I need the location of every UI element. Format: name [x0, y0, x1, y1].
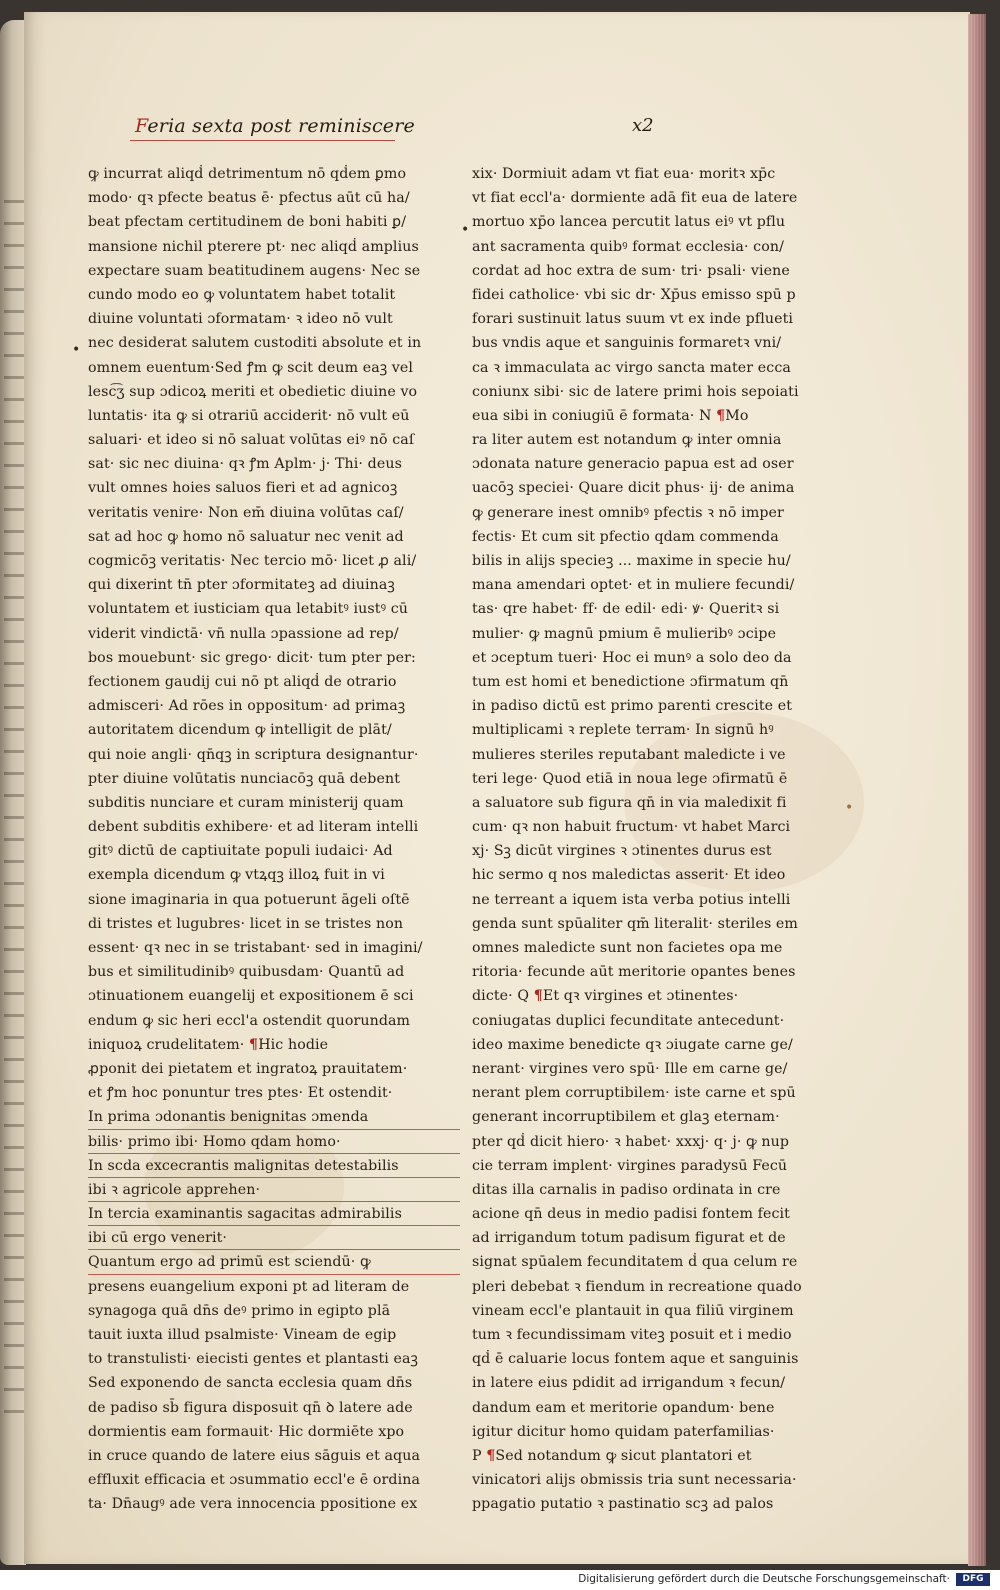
text-line: cordat ad hoc extra de sum· tri· psali· viene — [472, 262, 790, 279]
text-line: endum ꝙ sic heri eccl'a ostendit quorundam — [88, 1012, 411, 1029]
text-line: ad irrigandum totum padisum figurat et de — [472, 1230, 786, 1247]
text-line: ɔtinuationem euangelij et expositionem ē sci — [88, 988, 414, 1005]
text-line: saluari· et ideo si nō saluat volūtas eiꝰ nō caſ — [88, 432, 415, 449]
text-line: hic sermo q nos maledictas asserit· Et ideo — [472, 867, 786, 884]
text-line: pter qḋ dicit hiero· ꝛ habet· xxxj· q· j· ꝙ nup — [472, 1133, 790, 1150]
text-line: omnem euentum·Sed ꝭm ꝙ scit deum eaꝫ vel — [88, 359, 414, 376]
text-line: tum ꝛ fecundissimam viteꝫ posuit et i medio — [472, 1327, 792, 1343]
text-line: In prima ɔdonantis benignitas ɔmenda — [88, 1105, 460, 1129]
text-line: ꝙ incurrat aliqḋ detrimentum nō qḋem ꝑmo — [88, 166, 407, 182]
text-line: xix· Dormiuit adam vt fiat eua· moritꝛ xp̄c — [472, 166, 776, 182]
text-line: cum· qꝛ non habuit fructum· vt habet Marci — [472, 819, 791, 836]
text-line: admisceri· Ad rōes in oppositum· ad primaꝫ — [88, 698, 406, 715]
text-line: vult omnes hoies saluos fieri et ad agnicoꝫ — [88, 480, 398, 497]
text-line: ta· Dn̄augꝰ ade vera innocencia ppositione ex — [88, 1496, 418, 1513]
text-line: qḋ ē caluarie locus fontem aque et sanguinis — [472, 1351, 799, 1368]
text-line: P ¶Sed notandum ꝙ sicut plantatori et — [472, 1447, 752, 1464]
text-line: tas· qre habet· ff· de edil· edi· ꝟ· Queritꝛ si — [472, 601, 780, 618]
text-line: uacōꝫ speciei· Quare dicit phus· ij· de anima — [472, 480, 795, 497]
text-line: mulieres steriles reputabant maledicte i ve — [472, 746, 786, 763]
text-line: ɔdonata nature generacio papua est ad oser — [472, 456, 794, 473]
text-line: mansione nichil pterere pt· nec aliqḋ amplius — [88, 238, 419, 255]
text-line: viderit vindictā· vn̄ nulla ɔpassione ad rep/ — [88, 625, 399, 642]
text-line: gitꝰ dictū de captiuitate populi iudaici· Ad — [88, 843, 393, 860]
text-line: pleri debebat ꝛ fiendum in recreatione quado — [472, 1278, 802, 1295]
text-line: in cruce quando de latere eius sāguis et aqua — [88, 1447, 421, 1464]
text-line: subditis nunciare et curam ministerij quam — [88, 794, 404, 811]
text-line: lesc͡ʒ sup ɔdicoꝝ meriti et obedietic diuine vo — [88, 383, 418, 400]
page-fore-edge — [968, 14, 986, 1566]
text-line: sat· sic nec diuina· qꝛ ꝭm Aplm· j· Thi· deus — [88, 456, 402, 473]
text-line: vt fiat eccl'a· dormiente adā fit eua de latere — [472, 190, 798, 207]
text-line: bus vndis aque et sanguinis formaretꝛ vni/ — [472, 335, 782, 352]
text-line: teri lege· Quod etiā in noua lege ɔfirmatū ē — [472, 770, 788, 787]
text-line: ibi ꝛ agricole apprehen· — [88, 1178, 460, 1202]
text-line: pter diuine volūtatis nunciacōꝫ quā debent — [88, 770, 401, 787]
text-line: a saluatore sub figura qn̄ in via maledixit fi — [472, 794, 787, 811]
running-head-initial: F — [135, 115, 148, 137]
text-line: Quantum ergo ad primū est sciendū· ꝙ — [88, 1250, 460, 1274]
text-line: mortuo xp̄o lancea percutit latus eiꝰ vt pflu — [472, 214, 786, 231]
text-line: vineam eccl'e plantauit in qua filiū virginem — [472, 1302, 794, 1319]
text-line: ditas illa carnalis in padiso ordinata in cre — [472, 1181, 781, 1198]
text-line: to transtulisti· eiecisti gentes et plantasti eaꝫ — [88, 1351, 418, 1368]
text-line: ꝓponit dei pietatem et ingratoꝝ prauitatem· — [88, 1060, 408, 1077]
text-line: effluxit efficacia et ɔsummatio eccl'e ē ordina — [88, 1472, 421, 1489]
text-line: ritoria· fecunde aūt meritorie opantes benes — [472, 964, 796, 981]
text-line: ibi cū ergo venerit· — [88, 1226, 460, 1250]
text-line: et ꝭm hoc ponuntur tres ptes· Et ostendit· — [88, 1085, 393, 1102]
running-head-text: eria sexta post reminiscere — [147, 115, 415, 137]
text-line: diuine voluntati ɔformatam· ꝛ ideo nō vult — [88, 311, 393, 328]
left-text-column — [88, 162, 460, 1517]
text-line: dicte· Q ¶Et qꝛ virgines et ɔtinentes· — [472, 988, 739, 1005]
folio-number: x2 — [632, 115, 654, 136]
text-line: cie terram implent· virgines paradysū Fecū — [472, 1157, 788, 1174]
text-line: et ɔceptum tueri· Hoc ei munꝰ a solo deo da — [472, 649, 792, 666]
text-line: eua sibi in coniugiū ē formata· N ¶Mo — [472, 407, 749, 424]
text-line: ne terreant a iquem ista verba potius intelli — [472, 891, 791, 908]
text-line: Sed exponendo de sancta ecclesia quam dn̄s — [88, 1375, 413, 1392]
text-line: qui noie angli· qn̄qꝫ in scriptura designantur· — [88, 746, 419, 763]
page-header — [110, 103, 830, 143]
text-line: di tristes et lugubres· licet in se tristes non — [88, 915, 404, 932]
text-line: coniunx sibi· sic de latere primi hois sepoiati — [472, 383, 799, 400]
text-line: cogmicōꝫ veritatis· Nec tercio mō· licet ꝓ ali/ — [88, 553, 417, 569]
text-line: exempla dicendum ꝙ vtꝝqꝫ illoꝝ fuit in vi — [88, 867, 385, 884]
text-line: debent subditis exhibere· et ad literam intelli — [88, 819, 419, 836]
text-line: In tercia examinantis sagacitas admirabilis — [88, 1202, 460, 1226]
text-line: xj· Sꝫ dicūt virgines ꝛ ɔtinentes durus est — [472, 843, 772, 860]
text-line: ca ꝛ immaculata ac virgo sancta mater ecca — [472, 359, 791, 376]
text-line: multiplicami ꝛ replete terram· In signū hꝰ — [472, 722, 774, 739]
text-line: tum est homi et benedictione ɔfirmatum qn̄ — [472, 673, 789, 690]
footer-credit: Digitalisierung gefördert durch die Deutsche Forschungsgemeinschaft· — [578, 1573, 950, 1585]
text-line: coniugatas duplici fecunditate antecedunt· — [472, 1012, 785, 1029]
text-line: modo· qꝛ pfecte beatus ē· pfectus aūt cū ha/ — [88, 190, 410, 207]
text-line: expectare suam beatitudinem augens· Nec se — [88, 262, 421, 279]
text-line: beat pfectam certitudinem de boni habiti ꝑ/ — [88, 214, 407, 231]
text-line: veritatis venire· Non em̄ diuina volūtas caſ/ — [88, 504, 404, 521]
text-line: bilis· primo ibi· Homo qdam homo· — [88, 1130, 460, 1154]
text-line: genda sunt spūaliter qm̄ literalit· steriles em — [472, 915, 798, 932]
running-head-rule — [130, 140, 395, 141]
text-line: nerant· virgines vero spū· Ille em carne ge/ — [472, 1060, 788, 1077]
text-line: sat ad hoc ꝙ homo nō saluatur nec venit ad — [88, 528, 404, 545]
text-line: ra liter autem est notandum ꝙ inter omnia — [472, 432, 782, 449]
text-line: presens euangelium exponi pt ad literam de — [88, 1278, 410, 1295]
text-line: bos mouebunt· sic grego· dicit· tum pter per: — [88, 649, 416, 666]
text-line: in latere eius pdidit ad irrigandum ꝛ fecun/ — [472, 1375, 786, 1392]
text-line: fectis· Et cum sit pfectio qdam commenda — [472, 528, 779, 545]
text-line: dormientis eam formauit· Hic dormiēte xpo — [88, 1423, 405, 1440]
text-line: igitur dicitur homo quidam paterfamilias· — [472, 1423, 775, 1440]
text-line: autoritatem dicendum ꝙ intelligit de plāt/ — [88, 722, 392, 739]
text-line: ppagatio putatio ꝛ pastinatio scꝫ ad palos — [472, 1496, 774, 1513]
text-line: dandum eam et meritorie opandum· bene — [472, 1399, 775, 1416]
text-line: qui dixerint tn̄ pter ɔformitateꝫ ad diuinaꝫ — [88, 577, 395, 594]
previous-page-edge — [0, 20, 26, 1565]
text-line: forari sustinuit latus suum vt ex inde pflueti — [472, 311, 794, 328]
text-line: fectionem gaudij cui nō pt aliqḋ de otrario — [88, 673, 397, 690]
dfg-logo: DFG — [956, 1573, 990, 1586]
margin-mark: • — [72, 342, 81, 358]
text-line: tauit iuxta illud psalmiste· Vineam de egip — [88, 1327, 397, 1343]
text-line: ant sacramenta quibꝰ format ecclesia· con/ — [472, 238, 784, 255]
text-line: bus et similitudinibꝰ quibusdam· Quantū ad — [88, 964, 405, 981]
margin-mark: • — [461, 222, 470, 238]
digitization-footer — [0, 1570, 1000, 1590]
right-text-column — [472, 162, 852, 1517]
text-line: cundo modo eo ꝙ voluntatem habet totalit — [88, 286, 396, 303]
text-line: voluntatem et iusticiam qua letabitꝰ iustꝰ cū — [88, 601, 408, 618]
text-line: vinicatori alijs obmissis tria sunt necessaria· — [472, 1472, 797, 1489]
text-line: mulier· ꝙ magnū pmium ē mulieribꝰ ɔcipe — [472, 625, 777, 642]
text-line: signat spūalem fecunditatem ḋ qua celum re — [472, 1254, 798, 1271]
text-line: In scda excecrantis malignitas detestabilis — [88, 1154, 460, 1178]
running-head — [135, 115, 415, 137]
text-line: generant incorruptibilem et glaꝫ eternam· — [472, 1109, 780, 1126]
text-line: nec desiderat salutem custoditi absolute et in — [88, 335, 422, 352]
text-line: omnes maledicte sunt non facietes opa me — [472, 940, 783, 956]
text-line: ꝙ generare inest omnibꝰ pfectis ꝛ nō imper — [472, 504, 784, 521]
text-line: synagoga quā dn̄s deꝰ primo in egipto plā — [88, 1302, 391, 1319]
margin-mark: • — [845, 800, 854, 816]
text-line: luntatis· ita ꝙ si otrariū acciderit· nō vult eū — [88, 407, 410, 424]
text-line: nerant plem corruptibilem· iste carne et spū — [472, 1085, 796, 1102]
text-line: mana amendari optet· et in muliere fecundi/ — [472, 577, 795, 594]
text-line: essent· qꝛ nec in se tristabant· sed in imagini/ — [88, 940, 423, 956]
text-line: in padiso dictū est primo parenti crescite et — [472, 698, 793, 715]
text-line: bilis in alijs specieꝫ ... maxime in specie hu/ — [472, 553, 791, 569]
text-line: sione imaginaria in qua potuerunt āgeli oſtē — [88, 891, 410, 908]
text-line: fidei catholice· vbi sic dr· Xp̄us emisso spū p — [472, 286, 796, 303]
text-line: ideo maxime benedicte qꝛ ɔiugate carne ge/ — [472, 1036, 793, 1053]
text-line: acione qn̄ deus in medio padisi fontem fecit — [472, 1206, 790, 1223]
text-line: de padiso sb̄ figura disposuit qn̄ ꝺ latere ade — [88, 1399, 413, 1416]
text-line: iniquoꝝ crudelitatem· ¶Hic hodie — [88, 1036, 329, 1053]
